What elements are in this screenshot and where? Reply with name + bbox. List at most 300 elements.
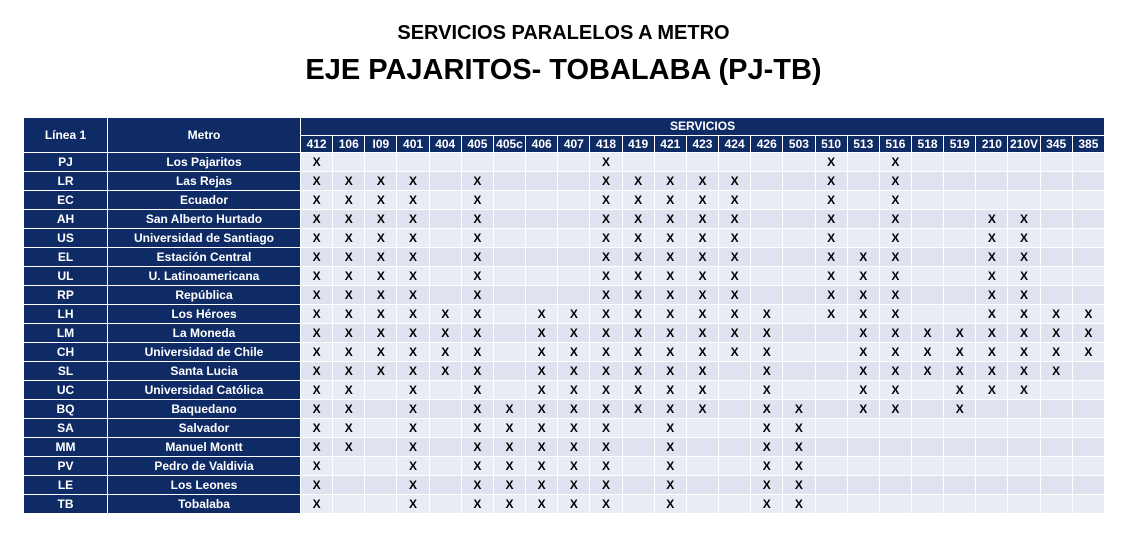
- service-mark-cell: X: [590, 343, 622, 362]
- service-mark-cell: [1040, 229, 1072, 248]
- service-mark-cell: X: [944, 400, 976, 419]
- service-mark-cell: X: [815, 172, 847, 191]
- line-code-cell: TB: [24, 495, 108, 514]
- service-mark-cell: [429, 476, 461, 495]
- service-mark-cell: [333, 495, 365, 514]
- service-mark-cell: [1072, 286, 1104, 305]
- service-mark-cell: [719, 457, 751, 476]
- service-mark-cell: [719, 419, 751, 438]
- service-mark-cell: X: [461, 362, 493, 381]
- service-mark-cell: X: [719, 305, 751, 324]
- service-mark-cell: X: [461, 381, 493, 400]
- service-mark-cell: X: [622, 305, 654, 324]
- service-header-423: 423: [686, 135, 718, 153]
- service-mark-cell: [815, 362, 847, 381]
- service-mark-cell: [1040, 210, 1072, 229]
- service-mark-cell: X: [301, 172, 333, 191]
- service-mark-cell: X: [686, 362, 718, 381]
- table-row: [24, 248, 1105, 267]
- service-mark-cell: X: [333, 210, 365, 229]
- station-cell: Estación Central: [108, 248, 301, 267]
- service-mark-cell: X: [1008, 343, 1040, 362]
- line-code-cell: CH: [24, 343, 108, 362]
- service-mark-cell: [879, 457, 911, 476]
- service-mark-cell: [783, 324, 815, 343]
- service-mark-cell: [751, 286, 783, 305]
- service-mark-cell: [461, 153, 493, 172]
- service-mark-cell: X: [333, 286, 365, 305]
- service-mark-cell: X: [526, 305, 558, 324]
- service-mark-cell: X: [590, 191, 622, 210]
- service-mark-cell: [333, 153, 365, 172]
- service-header-210: 210: [976, 135, 1008, 153]
- service-mark-cell: X: [461, 457, 493, 476]
- service-mark-cell: [719, 381, 751, 400]
- service-mark-cell: X: [976, 267, 1008, 286]
- service-mark-cell: X: [783, 400, 815, 419]
- table-row: [24, 419, 1105, 438]
- service-mark-cell: X: [461, 305, 493, 324]
- service-mark-cell: [944, 286, 976, 305]
- service-mark-cell: [429, 172, 461, 191]
- service-mark-cell: [751, 267, 783, 286]
- station-cell: La Moneda: [108, 324, 301, 343]
- service-header-513: 513: [847, 135, 879, 153]
- service-mark-cell: X: [301, 343, 333, 362]
- service-mark-cell: X: [461, 400, 493, 419]
- service-mark-cell: X: [654, 286, 686, 305]
- service-mark-cell: [493, 248, 525, 267]
- service-mark-cell: X: [301, 419, 333, 438]
- service-mark-cell: X: [1008, 381, 1040, 400]
- service-mark-cell: X: [654, 362, 686, 381]
- service-mark-cell: [944, 457, 976, 476]
- service-mark-cell: [815, 495, 847, 514]
- line-code-cell: PV: [24, 457, 108, 476]
- service-mark-cell: [429, 210, 461, 229]
- service-mark-cell: X: [815, 229, 847, 248]
- service-mark-cell: X: [301, 438, 333, 457]
- station-cell: Las Rejas: [108, 172, 301, 191]
- service-mark-cell: X: [590, 153, 622, 172]
- service-mark-cell: [429, 438, 461, 457]
- service-mark-cell: [815, 457, 847, 476]
- service-mark-cell: [333, 457, 365, 476]
- service-mark-cell: X: [493, 457, 525, 476]
- service-mark-cell: [1040, 476, 1072, 495]
- service-mark-cell: [847, 153, 879, 172]
- service-mark-cell: X: [526, 457, 558, 476]
- service-mark-cell: [783, 191, 815, 210]
- service-mark-cell: [976, 457, 1008, 476]
- service-mark-cell: X: [654, 343, 686, 362]
- line-code-cell: SL: [24, 362, 108, 381]
- service-mark-cell: X: [879, 286, 911, 305]
- service-mark-cell: [1008, 419, 1040, 438]
- service-mark-cell: X: [333, 229, 365, 248]
- service-mark-cell: X: [751, 362, 783, 381]
- service-mark-cell: [1072, 267, 1104, 286]
- service-mark-cell: X: [654, 210, 686, 229]
- service-mark-cell: X: [1040, 362, 1072, 381]
- service-mark-cell: [365, 457, 397, 476]
- service-mark-cell: X: [558, 362, 590, 381]
- service-header-418: 418: [590, 135, 622, 153]
- service-mark-cell: X: [590, 495, 622, 514]
- service-mark-cell: X: [1008, 248, 1040, 267]
- service-mark-cell: X: [654, 248, 686, 267]
- service-mark-cell: X: [879, 248, 911, 267]
- service-mark-cell: X: [493, 476, 525, 495]
- service-mark-cell: [911, 305, 943, 324]
- service-mark-cell: [1072, 191, 1104, 210]
- service-mark-cell: X: [558, 419, 590, 438]
- service-mark-cell: X: [590, 305, 622, 324]
- service-mark-cell: [493, 381, 525, 400]
- service-mark-cell: X: [397, 476, 429, 495]
- service-mark-cell: [944, 210, 976, 229]
- table-row: [24, 324, 1105, 343]
- service-mark-cell: X: [847, 305, 879, 324]
- service-mark-cell: [429, 229, 461, 248]
- station-cell: Universidad de Santiago: [108, 229, 301, 248]
- station-cell: República: [108, 286, 301, 305]
- service-mark-cell: [911, 267, 943, 286]
- service-mark-cell: [1040, 248, 1072, 267]
- service-mark-cell: [622, 419, 654, 438]
- station-cell: Tobalaba: [108, 495, 301, 514]
- service-mark-cell: X: [1040, 324, 1072, 343]
- service-mark-cell: [493, 191, 525, 210]
- service-mark-cell: [1072, 153, 1104, 172]
- service-mark-cell: [719, 476, 751, 495]
- service-mark-cell: X: [333, 400, 365, 419]
- service-mark-cell: X: [461, 172, 493, 191]
- service-mark-cell: [911, 248, 943, 267]
- service-mark-cell: X: [526, 324, 558, 343]
- service-mark-cell: X: [590, 400, 622, 419]
- service-mark-cell: [1072, 476, 1104, 495]
- service-mark-cell: [976, 153, 1008, 172]
- service-mark-cell: X: [622, 343, 654, 362]
- service-mark-cell: X: [847, 248, 879, 267]
- service-mark-cell: X: [333, 438, 365, 457]
- service-mark-cell: [783, 248, 815, 267]
- service-mark-cell: X: [622, 286, 654, 305]
- service-mark-cell: [1040, 400, 1072, 419]
- service-mark-cell: [911, 153, 943, 172]
- service-mark-cell: [719, 438, 751, 457]
- service-mark-cell: X: [622, 229, 654, 248]
- service-mark-cell: X: [719, 229, 751, 248]
- service-mark-cell: X: [397, 400, 429, 419]
- service-mark-cell: X: [333, 172, 365, 191]
- service-mark-cell: [1040, 153, 1072, 172]
- table-row: [24, 153, 1105, 172]
- service-mark-cell: X: [976, 286, 1008, 305]
- service-header-516: 516: [879, 135, 911, 153]
- service-mark-cell: [911, 172, 943, 191]
- service-mark-cell: X: [622, 267, 654, 286]
- service-mark-cell: X: [654, 267, 686, 286]
- service-mark-cell: [493, 305, 525, 324]
- service-mark-cell: [879, 495, 911, 514]
- service-mark-cell: X: [461, 210, 493, 229]
- service-mark-cell: [558, 210, 590, 229]
- line-code-cell: RP: [24, 286, 108, 305]
- service-mark-cell: X: [944, 381, 976, 400]
- line-code-cell: LM: [24, 324, 108, 343]
- service-mark-cell: X: [558, 476, 590, 495]
- service-mark-cell: X: [461, 476, 493, 495]
- service-mark-cell: X: [397, 438, 429, 457]
- service-mark-cell: [751, 153, 783, 172]
- service-mark-cell: [526, 172, 558, 191]
- service-mark-cell: [686, 495, 718, 514]
- service-mark-cell: X: [1072, 324, 1104, 343]
- service-mark-cell: X: [976, 210, 1008, 229]
- service-mark-cell: X: [558, 343, 590, 362]
- header-metro: Metro: [108, 118, 301, 153]
- service-mark-cell: [815, 400, 847, 419]
- service-mark-cell: X: [686, 324, 718, 343]
- service-mark-cell: [493, 153, 525, 172]
- service-mark-cell: [815, 324, 847, 343]
- table-row: [24, 381, 1105, 400]
- service-mark-cell: [1008, 191, 1040, 210]
- service-mark-cell: X: [879, 305, 911, 324]
- line-code-cell: EC: [24, 191, 108, 210]
- service-mark-cell: [493, 362, 525, 381]
- service-mark-cell: [783, 305, 815, 324]
- service-mark-cell: X: [879, 324, 911, 343]
- service-mark-cell: [944, 153, 976, 172]
- service-mark-cell: X: [719, 248, 751, 267]
- service-mark-cell: X: [847, 381, 879, 400]
- service-mark-cell: X: [654, 400, 686, 419]
- service-mark-cell: X: [1008, 210, 1040, 229]
- service-mark-cell: X: [654, 381, 686, 400]
- service-mark-cell: X: [622, 381, 654, 400]
- service-mark-cell: [847, 191, 879, 210]
- service-mark-cell: X: [686, 248, 718, 267]
- service-mark-cell: [429, 495, 461, 514]
- service-mark-cell: X: [686, 191, 718, 210]
- service-mark-cell: X: [654, 419, 686, 438]
- line-code-cell: PJ: [24, 153, 108, 172]
- service-mark-cell: X: [461, 248, 493, 267]
- service-mark-cell: X: [301, 362, 333, 381]
- service-mark-cell: X: [686, 229, 718, 248]
- service-mark-cell: [365, 476, 397, 495]
- service-mark-cell: X: [493, 438, 525, 457]
- service-mark-cell: X: [815, 286, 847, 305]
- service-mark-cell: X: [847, 362, 879, 381]
- service-mark-cell: [493, 229, 525, 248]
- service-mark-cell: X: [558, 381, 590, 400]
- service-mark-cell: X: [526, 343, 558, 362]
- service-mark-cell: X: [397, 343, 429, 362]
- service-mark-cell: [944, 419, 976, 438]
- service-mark-cell: [847, 438, 879, 457]
- service-mark-cell: X: [397, 248, 429, 267]
- service-mark-cell: [622, 457, 654, 476]
- service-mark-cell: X: [558, 324, 590, 343]
- service-mark-cell: X: [783, 476, 815, 495]
- service-mark-cell: X: [686, 343, 718, 362]
- service-mark-cell: X: [815, 191, 847, 210]
- service-mark-cell: [558, 286, 590, 305]
- service-mark-cell: X: [301, 495, 333, 514]
- service-header-406: 406: [526, 135, 558, 153]
- service-mark-cell: X: [590, 248, 622, 267]
- service-mark-cell: X: [301, 153, 333, 172]
- service-mark-cell: [783, 229, 815, 248]
- service-mark-cell: [1040, 267, 1072, 286]
- service-mark-cell: [493, 324, 525, 343]
- service-mark-cell: X: [686, 267, 718, 286]
- service-mark-cell: [1072, 362, 1104, 381]
- service-mark-cell: X: [751, 476, 783, 495]
- service-mark-cell: [1008, 400, 1040, 419]
- service-mark-cell: [1008, 476, 1040, 495]
- service-mark-cell: [493, 172, 525, 191]
- service-mark-cell: [558, 172, 590, 191]
- service-mark-cell: [911, 191, 943, 210]
- service-mark-cell: [751, 248, 783, 267]
- service-mark-cell: X: [526, 381, 558, 400]
- service-mark-cell: X: [879, 362, 911, 381]
- service-mark-cell: X: [944, 362, 976, 381]
- service-mark-cell: X: [526, 495, 558, 514]
- service-mark-cell: [429, 286, 461, 305]
- service-mark-cell: X: [976, 305, 1008, 324]
- table-row: [24, 191, 1105, 210]
- service-mark-cell: X: [461, 495, 493, 514]
- header-linea: Línea 1: [24, 118, 108, 153]
- service-mark-cell: X: [1008, 362, 1040, 381]
- service-mark-cell: [911, 419, 943, 438]
- service-mark-cell: X: [461, 286, 493, 305]
- service-mark-cell: X: [333, 324, 365, 343]
- line-code-cell: EL: [24, 248, 108, 267]
- service-mark-cell: X: [654, 476, 686, 495]
- service-mark-cell: X: [815, 267, 847, 286]
- service-mark-cell: X: [976, 229, 1008, 248]
- service-mark-cell: X: [879, 229, 911, 248]
- service-mark-cell: [1040, 381, 1072, 400]
- service-mark-cell: [622, 438, 654, 457]
- service-mark-cell: X: [461, 267, 493, 286]
- service-mark-cell: X: [429, 343, 461, 362]
- service-mark-cell: [847, 457, 879, 476]
- service-mark-cell: X: [976, 324, 1008, 343]
- service-mark-cell: [719, 362, 751, 381]
- service-mark-cell: X: [397, 419, 429, 438]
- service-mark-cell: X: [461, 343, 493, 362]
- service-mark-cell: [1040, 495, 1072, 514]
- service-header-407: 407: [558, 135, 590, 153]
- table-row: [24, 362, 1105, 381]
- service-mark-cell: [911, 438, 943, 457]
- service-mark-cell: [847, 172, 879, 191]
- station-cell: Los Pajaritos: [108, 153, 301, 172]
- station-cell: Manuel Montt: [108, 438, 301, 457]
- service-mark-cell: [847, 210, 879, 229]
- service-mark-cell: [686, 476, 718, 495]
- service-mark-cell: X: [654, 191, 686, 210]
- station-cell: Los Héroes: [108, 305, 301, 324]
- service-mark-cell: X: [333, 381, 365, 400]
- service-mark-cell: X: [879, 343, 911, 362]
- service-mark-cell: X: [333, 419, 365, 438]
- service-mark-cell: X: [1008, 267, 1040, 286]
- service-mark-cell: [751, 172, 783, 191]
- service-mark-cell: X: [365, 229, 397, 248]
- service-mark-cell: [558, 267, 590, 286]
- service-mark-cell: [526, 210, 558, 229]
- service-mark-cell: [783, 343, 815, 362]
- service-mark-cell: X: [879, 400, 911, 419]
- service-mark-cell: X: [879, 381, 911, 400]
- page-subtitle: SERVICIOS PARALELOS A METRO: [397, 22, 730, 44]
- service-mark-cell: [493, 343, 525, 362]
- table-row: [24, 305, 1105, 324]
- service-mark-cell: X: [622, 191, 654, 210]
- service-mark-cell: X: [751, 324, 783, 343]
- service-mark-cell: [526, 248, 558, 267]
- line-code-cell: UC: [24, 381, 108, 400]
- service-mark-cell: X: [301, 457, 333, 476]
- service-mark-cell: X: [847, 400, 879, 419]
- service-mark-cell: X: [879, 267, 911, 286]
- service-mark-cell: X: [622, 172, 654, 191]
- service-mark-cell: X: [847, 286, 879, 305]
- service-mark-cell: [911, 457, 943, 476]
- service-mark-cell: X: [365, 286, 397, 305]
- service-mark-cell: [429, 267, 461, 286]
- station-cell: Los Leones: [108, 476, 301, 495]
- service-mark-cell: X: [686, 381, 718, 400]
- service-header-405c: 405c: [493, 135, 525, 153]
- service-mark-cell: X: [719, 343, 751, 362]
- service-mark-cell: X: [301, 400, 333, 419]
- service-header-404: 404: [429, 135, 461, 153]
- service-mark-cell: X: [751, 438, 783, 457]
- service-mark-cell: X: [1072, 343, 1104, 362]
- service-mark-cell: [397, 153, 429, 172]
- service-mark-cell: [526, 267, 558, 286]
- service-mark-cell: [783, 286, 815, 305]
- service-header-519: 519: [944, 135, 976, 153]
- service-mark-cell: X: [751, 400, 783, 419]
- service-mark-cell: [365, 419, 397, 438]
- service-mark-cell: [783, 210, 815, 229]
- service-mark-cell: [1040, 191, 1072, 210]
- line-code-cell: LE: [24, 476, 108, 495]
- service-mark-cell: [493, 267, 525, 286]
- service-mark-cell: X: [590, 324, 622, 343]
- service-mark-cell: [944, 495, 976, 514]
- service-mark-cell: X: [365, 362, 397, 381]
- service-mark-cell: X: [301, 191, 333, 210]
- service-mark-cell: [1072, 457, 1104, 476]
- service-mark-cell: [751, 191, 783, 210]
- service-mark-cell: X: [783, 438, 815, 457]
- table-row: [24, 343, 1105, 362]
- service-mark-cell: [686, 419, 718, 438]
- service-mark-cell: X: [751, 457, 783, 476]
